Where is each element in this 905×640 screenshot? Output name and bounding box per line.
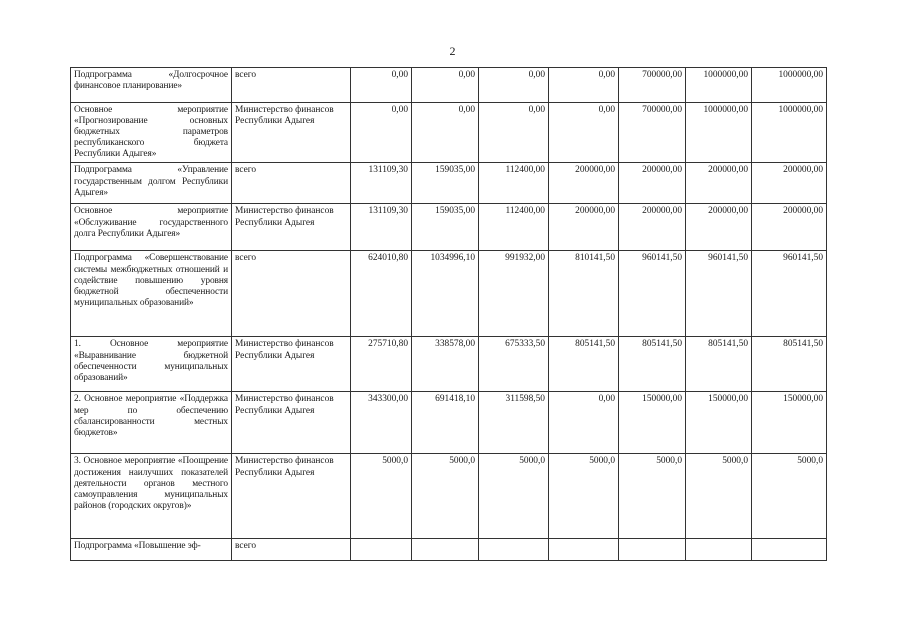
amount-cell: 991932,00	[479, 251, 549, 337]
amount-cell: 150000,00	[752, 392, 827, 454]
amount-cell: 150000,00	[619, 392, 686, 454]
amount-cell	[351, 539, 412, 561]
table-row	[71, 251, 827, 337]
amount-cell: 200000,00	[619, 163, 686, 204]
table-row	[71, 103, 827, 163]
amount-cell: 700000,00	[619, 103, 686, 163]
amount-cell: 1000000,00	[752, 68, 827, 103]
amount-cell: 5000,0	[351, 454, 412, 539]
program-name-cell: Подпрограмма «Совершенствование системы межбюджетных отношений и содействие повышению уровня бюджетной обеспеченности муниципальных образований»	[71, 251, 232, 337]
page-number: 2	[449, 44, 456, 58]
amount-cell: 200000,00	[752, 204, 827, 251]
amount-cell	[479, 539, 549, 561]
amount-cell	[686, 539, 752, 561]
table-row	[71, 539, 827, 561]
amount-cell: 338578,00	[412, 337, 479, 392]
amount-cell: 5000,0	[752, 454, 827, 539]
amount-cell: 0,00	[479, 103, 549, 163]
program-name-cell: Подпрограмма «Долгосрочное финансовое планирование»	[71, 68, 232, 103]
amount-cell: 0,00	[479, 68, 549, 103]
amount-cell: 805141,50	[619, 337, 686, 392]
amount-cell: 675333,50	[479, 337, 549, 392]
amount-cell: 0,00	[351, 103, 412, 163]
table-row	[71, 163, 827, 204]
executor-cell: Министерство финансов Республики Адыгея	[232, 392, 351, 454]
program-name-cell: 1. Основное мероприятие «Выравнивание бюджетной обеспеченности муниципальных образований»	[71, 337, 232, 392]
amount-cell: 810141,50	[549, 251, 619, 337]
amount-cell: 960141,50	[686, 251, 752, 337]
amount-cell: 200000,00	[752, 163, 827, 204]
executor-cell: Министерство финансов Республики Адыгея	[232, 454, 351, 539]
amount-cell: 200000,00	[619, 204, 686, 251]
amount-cell: 5000,0	[412, 454, 479, 539]
amount-cell: 1034996,10	[412, 251, 479, 337]
amount-cell: 275710,80	[351, 337, 412, 392]
amount-cell: 200000,00	[686, 163, 752, 204]
amount-cell: 0,00	[549, 68, 619, 103]
amount-cell	[412, 539, 479, 561]
amount-cell: 1000000,00	[686, 103, 752, 163]
executor-cell: всего	[232, 539, 351, 561]
table-row	[71, 392, 827, 454]
amount-cell: 159035,00	[412, 204, 479, 251]
amount-cell: 131109,30	[351, 204, 412, 251]
table-body	[71, 68, 827, 561]
table-row	[71, 337, 827, 392]
executor-cell: всего	[232, 163, 351, 204]
amount-cell: 960141,50	[752, 251, 827, 337]
table-row	[71, 454, 827, 539]
amount-cell: 5000,0	[686, 454, 752, 539]
amount-cell: 805141,50	[752, 337, 827, 392]
executor-cell: всего	[232, 68, 351, 103]
amount-cell: 0,00	[412, 68, 479, 103]
amount-cell: 200000,00	[549, 163, 619, 204]
budget-table	[70, 67, 827, 561]
amount-cell	[549, 539, 619, 561]
amount-cell: 112400,00	[479, 204, 549, 251]
program-name-cell: Основное мероприятие «Прогнозирование основных бюджетных параметров республиканского бюджета Республики Адыгея»	[71, 103, 232, 163]
amount-cell: 624010,80	[351, 251, 412, 337]
amount-cell: 0,00	[351, 68, 412, 103]
table-row	[71, 204, 827, 251]
amount-cell: 0,00	[412, 103, 479, 163]
program-name-cell: 2. Основное мероприятие «Поддержка мер по обеспечению сбалансированности местных бюджетов»	[71, 392, 232, 454]
executor-cell: Министерство финансов Республики Адыгея	[232, 103, 351, 163]
amount-cell: 0,00	[549, 103, 619, 163]
amount-cell: 1000000,00	[752, 103, 827, 163]
executor-cell: Министерство финансов Республики Адыгея	[232, 204, 351, 251]
amount-cell: 805141,50	[549, 337, 619, 392]
amount-cell	[752, 539, 827, 561]
program-name-cell: Подпрограмма «Повышение эф-	[71, 539, 232, 561]
amount-cell: 112400,00	[479, 163, 549, 204]
amount-cell: 960141,50	[619, 251, 686, 337]
amount-cell: 691418,10	[412, 392, 479, 454]
amount-cell: 131109,30	[351, 163, 412, 204]
amount-cell: 0,00	[549, 392, 619, 454]
program-name-cell: Подпрограмма «Управление государственным долгом Республики Адыгея»	[71, 163, 232, 204]
amount-cell: 311598,50	[479, 392, 549, 454]
amount-cell: 5000,0	[479, 454, 549, 539]
amount-cell: 343300,00	[351, 392, 412, 454]
executor-cell: Министерство финансов Республики Адыгея	[232, 337, 351, 392]
executor-cell: всего	[232, 251, 351, 337]
amount-cell: 200000,00	[686, 204, 752, 251]
amount-cell: 200000,00	[549, 204, 619, 251]
table-row	[71, 68, 827, 103]
amount-cell: 1000000,00	[686, 68, 752, 103]
amount-cell: 159035,00	[412, 163, 479, 204]
amount-cell: 150000,00	[686, 392, 752, 454]
program-name-cell: 3. Основное мероприятие «Поощрение достижения наилучших показателей деятельности органов местного самоуправления муниципальных районов (городских округов)»	[71, 454, 232, 539]
amount-cell: 700000,00	[619, 68, 686, 103]
amount-cell: 5000,0	[619, 454, 686, 539]
program-name-cell: Основное мероприятие «Обслуживание государственного долга Республики Адыгея»	[71, 204, 232, 251]
amount-cell: 5000,0	[549, 454, 619, 539]
amount-cell: 805141,50	[686, 337, 752, 392]
amount-cell	[619, 539, 686, 561]
